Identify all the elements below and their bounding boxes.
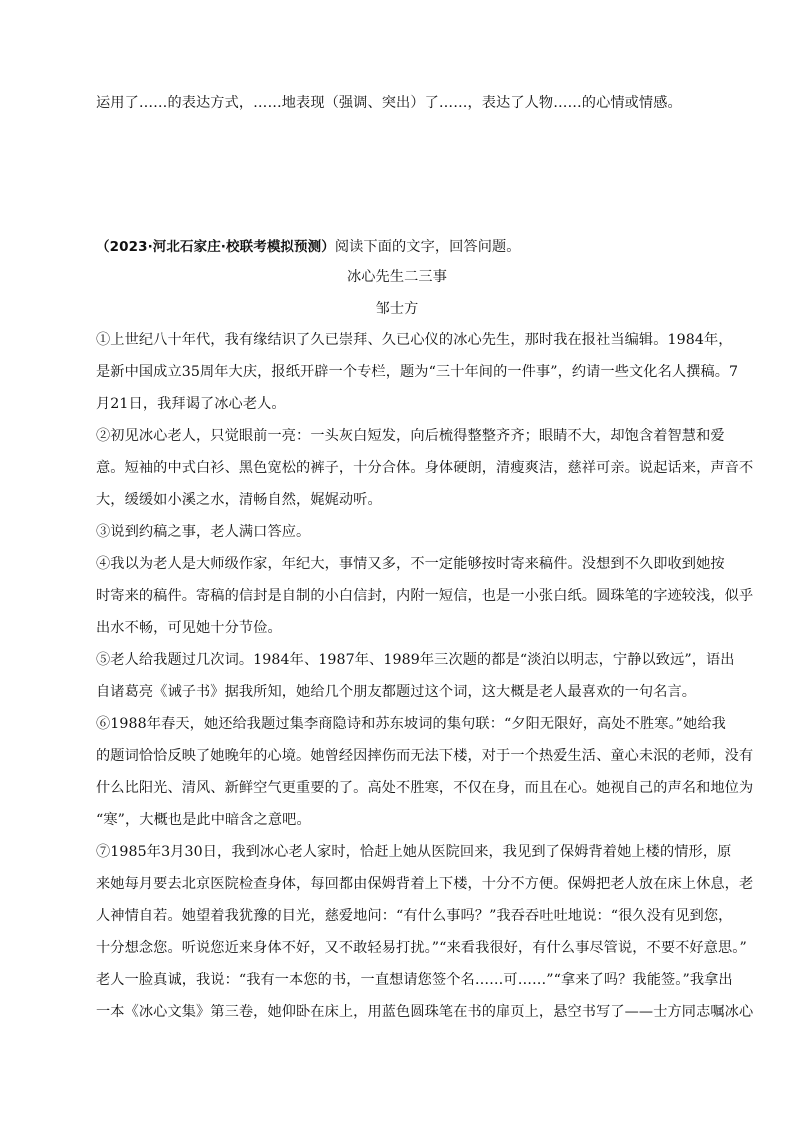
article-line: “寒”，大概也是此中暗含之意吧。 xyxy=(96,812,311,828)
article-line: ②初见冰心老人，只觉眼前一亮：一头灰白短发，向后梳得整整齐齐；眼睛不大，却饱含着智慧和爱 xyxy=(96,428,725,444)
article-line: 人神情自若。她望着我犹豫的目光，慈爱地问：“有什么事吗？”我吞吞吐吐地说：“很久没有见到您， xyxy=(96,908,733,924)
article-line: 出水不畅，可见她十分节俭。 xyxy=(96,620,282,636)
article-title: 冰心先生二三事 xyxy=(346,269,447,285)
article-line: 大，缓缓如小溪之水，清畅自然，娓娓动听。 xyxy=(96,492,382,508)
article-line: ①上世纪八十年代，我有缘结识了久已崇拜、久已心仪的冰心先生，那时我在报社当编辑。1984年， xyxy=(96,332,733,348)
article-line: 十分想念您。听说您近来身体不好，又不敢轻易打扰。”“来看我很好，有什么事尽管说，不要不好意思。” xyxy=(96,940,747,956)
article-line: ③说到约稿之事，老人满口答应。 xyxy=(96,524,311,540)
article-line: 是新中国成立35周年大庆，报纸开辟一个专栏，题为“三十年间的一件事”，约请一些文化名人撰稿。7 xyxy=(96,364,739,380)
article-line: ⑦1985年3月30日，我到冰心老人家时，恰赶上她从医院回来，我见到了保姆背着她上楼的情形，原 xyxy=(96,844,732,860)
article-line: 老人一脸真诚，我说：“我有一本您的书，一直想请您签个名……可……”“拿来了吗？我能签。”我拿出 xyxy=(96,972,733,988)
article-line: 来她每月要去北京医院检查身体，每回都由保姆背着上下楼，十分不方便。保姆把老人放在床上休息，老 xyxy=(96,876,754,892)
question-header xyxy=(96,236,736,257)
article-line: 意。短袖的中式白衫、黑色宽松的裤子，十分合体。身体硬朗，清瘦爽洁，慈祥可亲。说起话来，声音不 xyxy=(96,460,754,476)
article-line: 自诸葛亮《诫子书》据我所知，她给几个朋友都题过这个词，这大概是老人最喜欢的一句名言。 xyxy=(96,684,697,700)
article-line: 什么比阳光、清风、新鲜空气更重要的了。高处不胜寒，不仅在身，而且在心。她视自己的声名和地位为 xyxy=(96,780,754,796)
article-line: ④我以为老人是大师级作家，年纪大，事情又多，不一定能够按时寄来稿件。没想到不久即收到她按 xyxy=(96,556,725,572)
question-source: （2023·河北石家庄·校联考模拟预测） xyxy=(96,239,335,255)
article-line: 月21日，我拜谒了冰心老人。 xyxy=(96,396,286,412)
article-line: ⑥1988年春天，她还给我题过集李商隐诗和苏东坡词的集句联：“夕阳无限好，高处不胜寒。”她给我 xyxy=(96,716,726,732)
question-instruction: 阅读下面的文字，回答问题。 xyxy=(334,239,521,255)
article-line: 一本《冰心文集》第三卷，她仰卧在床上，用蓝色圆珠笔在书的扉页上，悬空书写了——士方同志嘱冰心 xyxy=(96,1004,754,1020)
article-line: ⑤老人给我题过几次词。1984年、1987年、1989年三次题的都是“淡泊以明志，宁静以致远”，语出 xyxy=(96,652,735,668)
article-author: 邹士方 xyxy=(375,301,419,317)
article-line: 的题词恰恰反映了她晚年的心境。她曾经因摔伤而无法下楼，对于一个热爱生活、童心未泯的老师，没有 xyxy=(96,748,754,764)
article-line: 时寄来的稿件。寄稿的信封是自制的小白信封，内附一短信，也是一小张白纸。圆珠笔的字迹较浅，似乎 xyxy=(96,588,754,604)
answer-template-line: 运用了……的表达方式，……地表现（强调、突出）了……，表达了人物……的心情或情感。 xyxy=(96,95,682,111)
